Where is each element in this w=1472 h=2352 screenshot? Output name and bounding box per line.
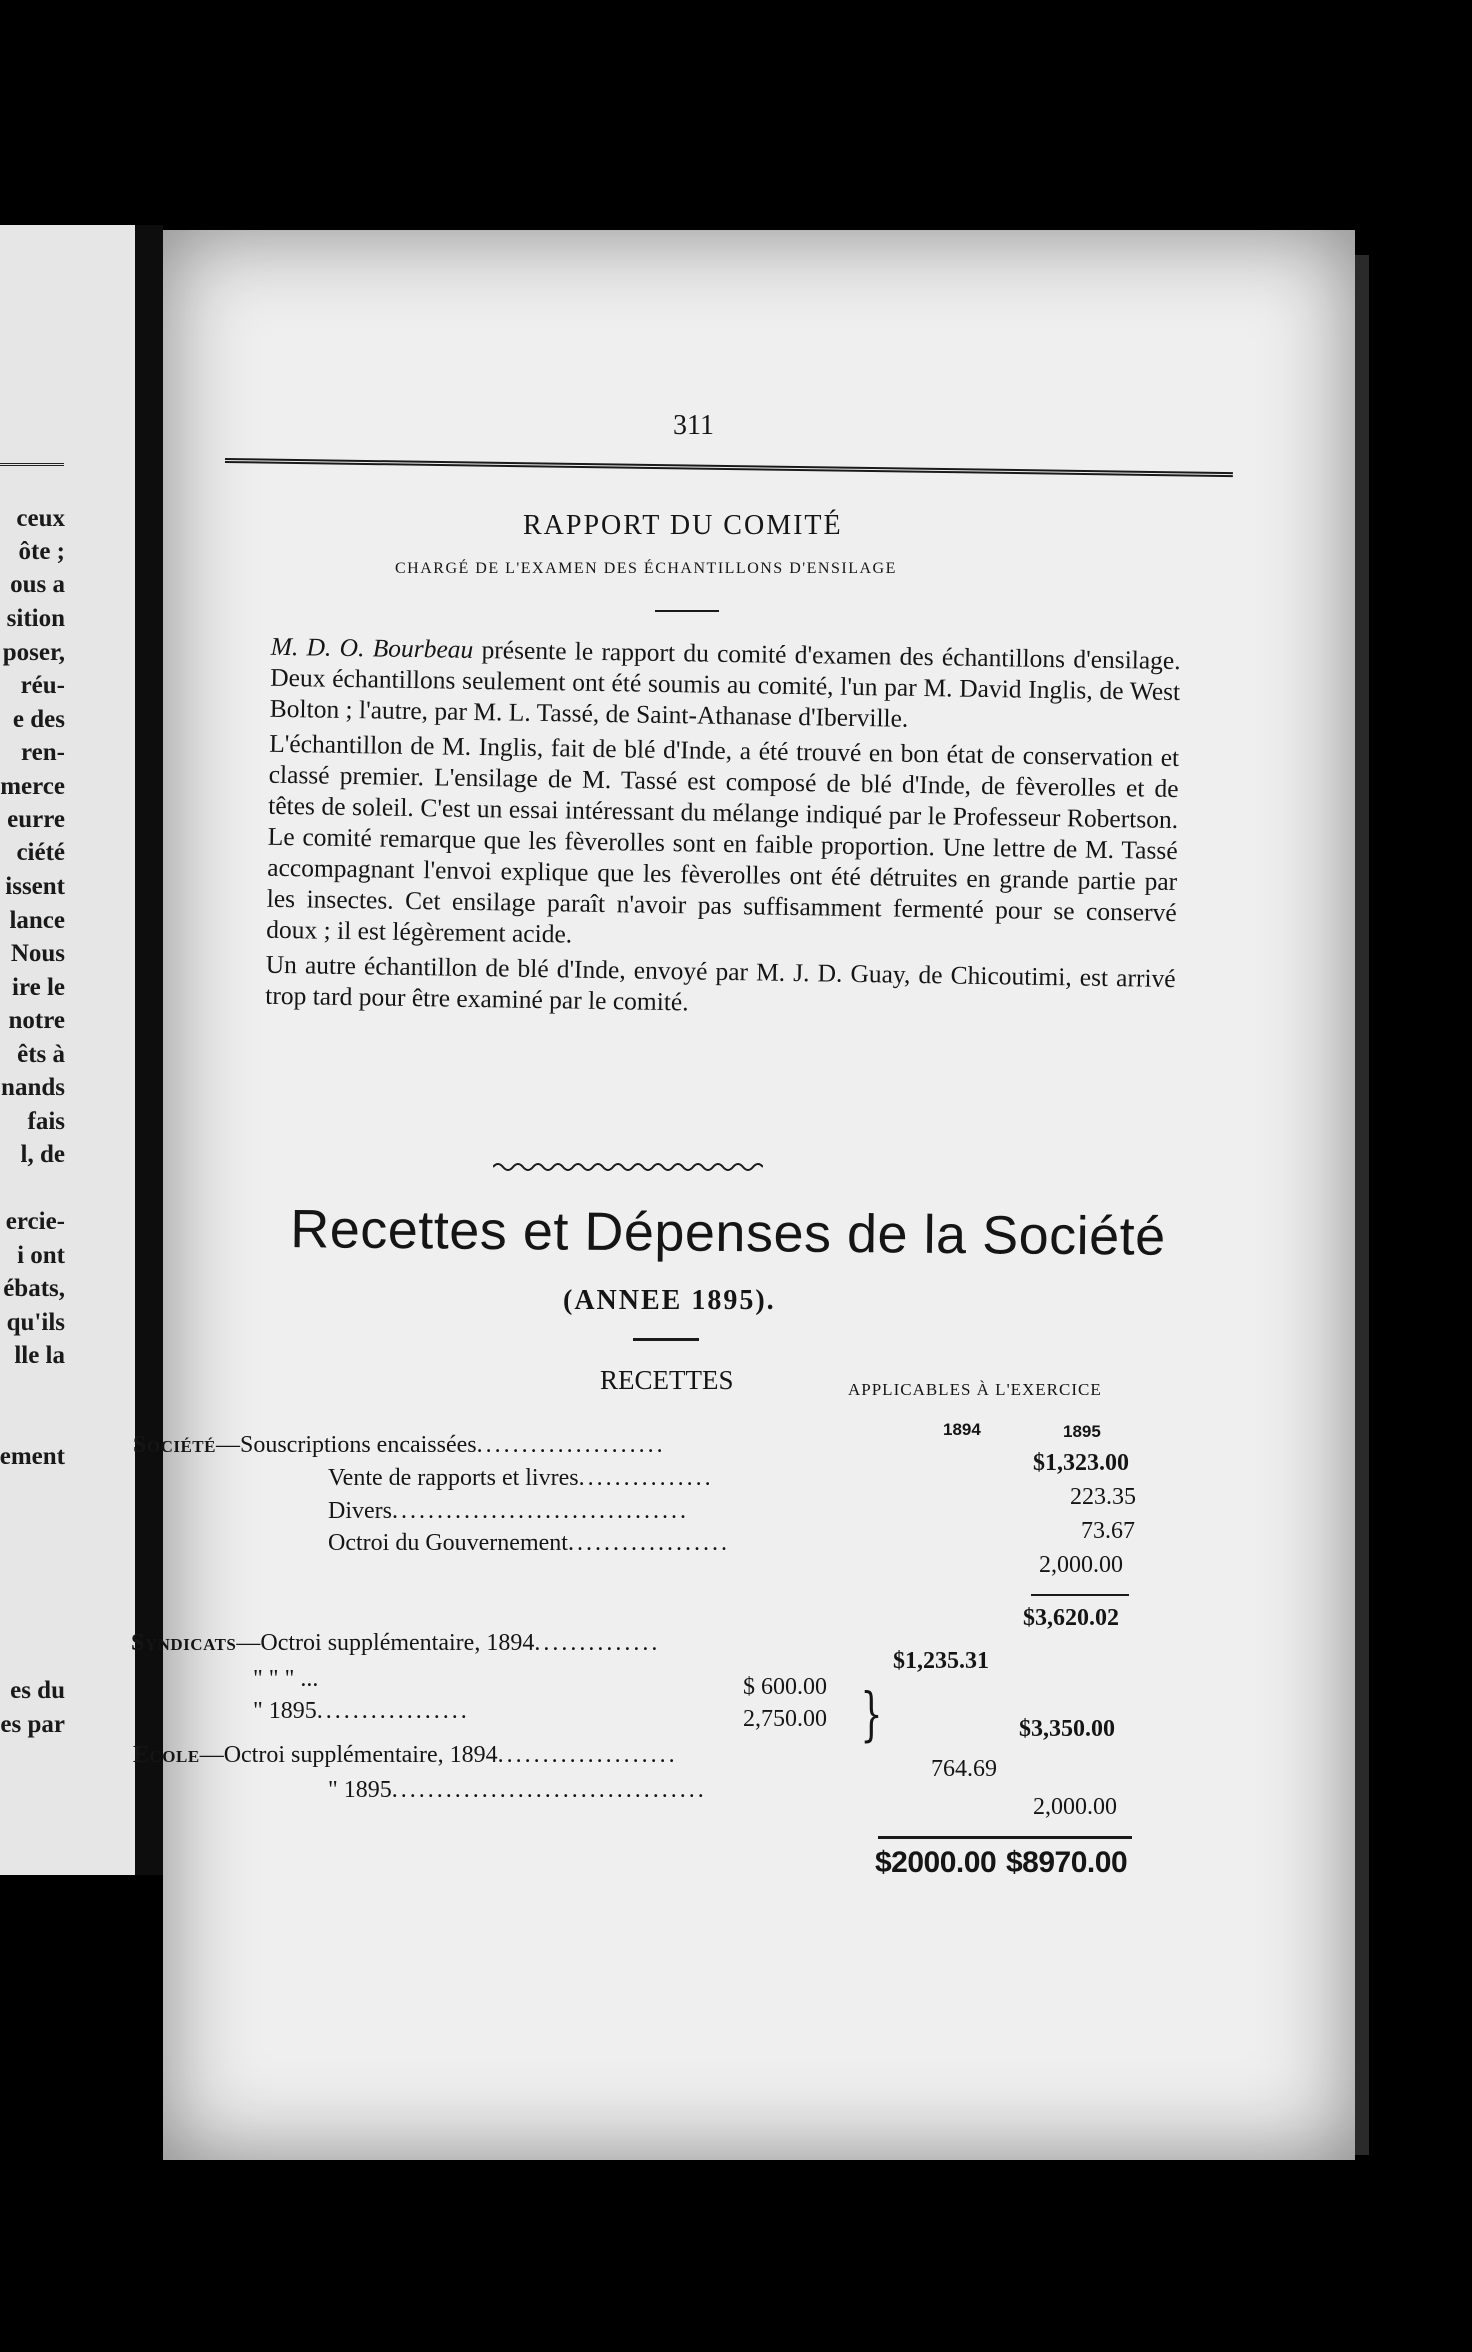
report-body	[217, 630, 1181, 1025]
amount-1894: $1,235.31	[893, 1648, 989, 1674]
row-divers: Divers.................................	[328, 1498, 689, 1524]
speaker-name: M. D. O. Bourbeau	[270, 631, 474, 664]
paragraph-1	[222, 630, 1181, 738]
subtotal-1895: $3,620.02	[1023, 1605, 1119, 1631]
total-rule	[878, 1836, 1132, 1839]
row-label: Syndicats	[131, 1630, 237, 1656]
accounts-title: Recettes et Dépenses de la Société	[289, 1199, 1166, 1267]
brace-symbol: }	[860, 1680, 883, 1748]
applicables-heading: APPLICABLES À L'EXERCICE	[848, 1380, 1102, 1399]
header-rule	[225, 458, 1233, 477]
left-line: réu-	[20, 672, 65, 699]
amount-1895: $3,350.00	[1019, 1716, 1115, 1742]
column-1895-header: 1895	[1063, 1422, 1101, 1441]
total-1894: $2000.00	[875, 1846, 997, 1879]
row-item: —Octroi supplémentaire, 1894	[236, 1630, 535, 1656]
left-line: ement	[0, 1443, 65, 1470]
left-line: ciété	[16, 839, 65, 866]
report-title: RAPPORT DU COMITÉ	[523, 510, 843, 541]
left-line: ercie-	[5, 1208, 65, 1235]
row-label: Ecole	[133, 1742, 200, 1768]
accounts-year: (ANNEE 1895).	[563, 1285, 776, 1316]
left-line: ceux	[16, 505, 65, 532]
left-line: lle la	[14, 1342, 65, 1369]
left-line: nands	[1, 1074, 65, 1101]
row-label: Octroi du Gouvernement	[328, 1530, 568, 1556]
row-ditto-b: " 1895.................	[253, 1698, 470, 1724]
amount-1894: 764.69	[931, 1756, 997, 1782]
amount-1895: $1,323.00	[1033, 1450, 1129, 1476]
row-label: Divers	[328, 1498, 392, 1524]
amount-1895: 223.35	[1070, 1484, 1136, 1510]
row-syndicats: Syndicats—Octroi supplémentaire, 1894..............	[131, 1630, 661, 1656]
left-line: notre	[8, 1007, 65, 1034]
left-page-fragment	[0, 225, 135, 1875]
row-item: —Souscriptions encaissées	[215, 1432, 477, 1458]
report-subtitle: CHARGÉ DE L'EXAMEN DES ÉCHANTILLONS D'ENSILAGE	[395, 560, 897, 577]
section-divider	[655, 610, 719, 612]
left-line: l, de	[20, 1141, 65, 1168]
amount-1895: 2,000.00	[1033, 1794, 1117, 1820]
sub-amount: 2,750.00	[743, 1706, 827, 1732]
left-line: ous a	[10, 571, 65, 598]
row-label: " 1895	[328, 1777, 392, 1803]
amount-1895: 73.67	[1081, 1518, 1135, 1544]
left-line: i ont	[17, 1242, 65, 1269]
row-label: Société	[133, 1432, 216, 1458]
row-societe: Société—Souscriptions encaissées.....................	[133, 1432, 666, 1458]
row-label: Vente de rapports et livres	[328, 1465, 579, 1491]
left-line: ôte ;	[18, 538, 65, 565]
paragraph-3: Un autre échantillon de blé d'Inde, envoyé par M. J. D. Guay, de Chicoutimi, est arrivé trop tard pour être examiné par le comité.	[265, 949, 1176, 1017]
amount-1895: 2,000.00	[1039, 1552, 1123, 1578]
left-line: ren-	[21, 739, 65, 766]
recettes-heading: RECETTES	[600, 1365, 734, 1395]
left-line: sition	[6, 605, 65, 632]
row-octroi: Octroi du Gouvernement..................	[328, 1530, 730, 1556]
left-line: êts à	[17, 1041, 65, 1068]
left-line: fais	[27, 1108, 65, 1135]
row-item: —Octroi supplémentaire, 1894	[199, 1742, 498, 1768]
sub-amount: $ 600.00	[743, 1674, 827, 1700]
wavy-ornament	[493, 1160, 763, 1174]
book-page	[131, 230, 1355, 2160]
left-line: issent	[5, 873, 65, 900]
row-ecole: Ecole—Octroi supplémentaire, 1894....................	[133, 1742, 678, 1768]
title-divider	[633, 1338, 699, 1341]
left-line: es du	[10, 1677, 65, 1704]
row-label: " " " ...	[253, 1666, 319, 1692]
left-page-rule	[0, 463, 64, 466]
paragraph-2: L'échantillon de M. Inglis, fait de blé d'Inde, a été trouvé en bon état de conservation et classé premier. L'ensilage de M. Tassé est composé de blé d'Inde, de fèverolles et de têtes de soleil. C'est un essai intéressant du mélange indiqué par le Professeur Robertson. Le comité remarque que les fèverolles sont en faible proportion. Une lettre de M. Tassé accompagnant l'envoi explique que les fèverolles ont été détruites en grande partie par les insectes. Cet ensilage paraît n'avoir pas suffisamment fermenté pour se conservé doux ; il est légèrement acide.	[266, 728, 1180, 949]
left-line: poser,	[2, 639, 65, 666]
left-line: es par	[0, 1711, 65, 1738]
left-line: ébats,	[3, 1275, 65, 1302]
column-1894-header: 1894	[943, 1420, 981, 1439]
paragraph-1-text: présente le rapport du comité d'examen des échantillons d'ensilage. Deux échantillons seulement ont été soumis au comité, l'un par M. David Inglis, de West Bolton ; l'autre, par M. L. Tassé, de Saint-Athanase d'Iberville.	[269, 634, 1181, 733]
left-line: Nous	[10, 940, 65, 967]
left-line: merce	[0, 773, 65, 800]
left-line: e des	[12, 706, 65, 733]
total-1895: $8970.00	[1006, 1846, 1128, 1879]
book-gutter	[135, 225, 163, 1875]
subtotal-rule	[1031, 1594, 1129, 1596]
row-ecole-ditto: " 1895...................................	[328, 1777, 707, 1803]
left-line: qu'ils	[6, 1309, 65, 1336]
row-ditto-a	[253, 1666, 318, 1693]
left-line: ire le	[12, 974, 65, 1001]
left-line: eurre	[7, 806, 65, 833]
page-number: 311	[673, 410, 714, 441]
left-line: lance	[9, 907, 65, 934]
row-label: " 1895	[253, 1698, 317, 1724]
row-vente: Vente de rapports et livres...............	[328, 1465, 714, 1491]
